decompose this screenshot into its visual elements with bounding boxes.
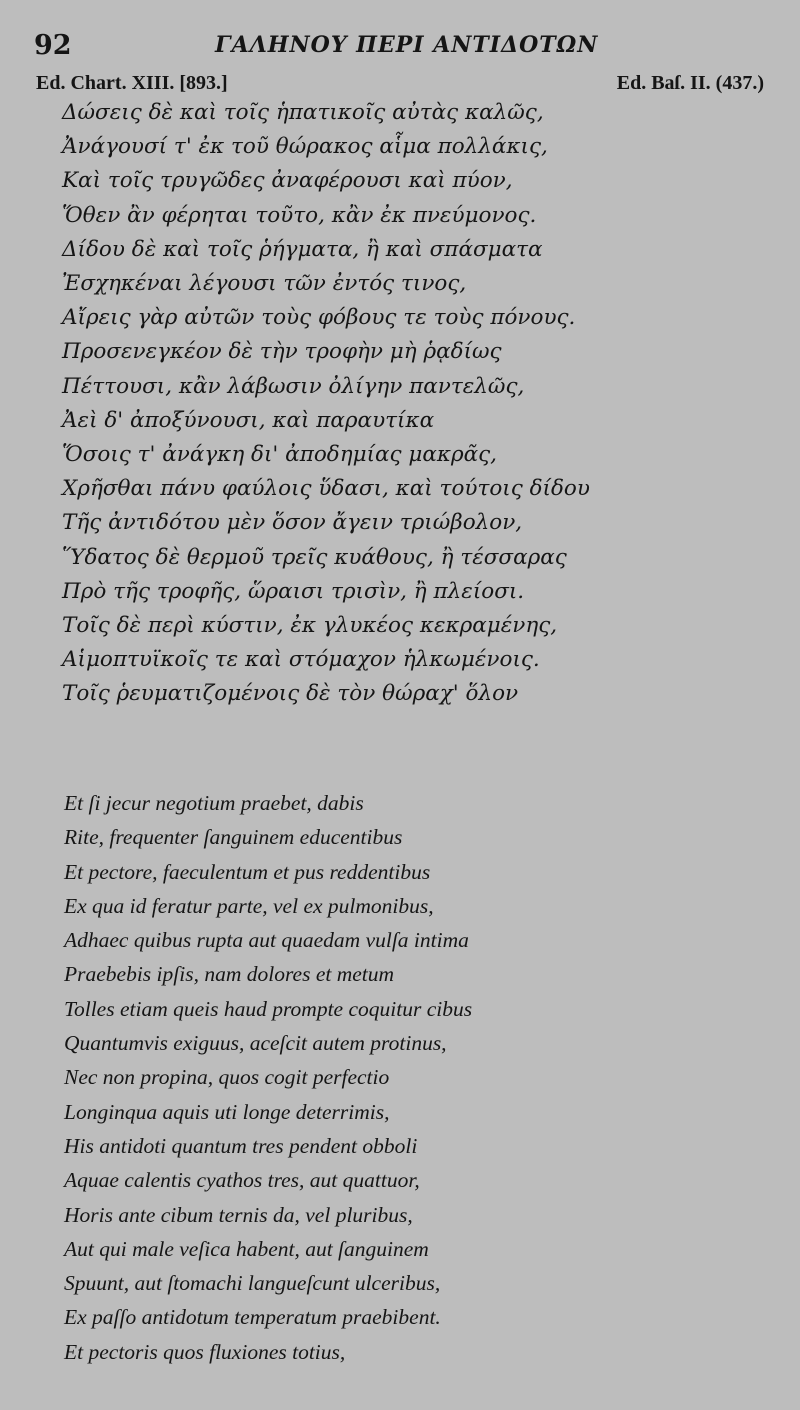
greek-verse-line: Δώσεις δὲ καὶ τοῖς ἡπατικοῖς αὐτὰς καλῶς, (62, 100, 544, 125)
greek-verse-line: Προσενεγκέον δὲ τὴν τροφὴν μὴ ῥᾳδίως (62, 339, 502, 365)
greek-verse-line: Ὕδατος δὲ θερμοῦ τρεῖς κυάθους, ἢ τέσσαρας (62, 544, 567, 570)
greek-verse-line: Πρὸ τῆς τροφῆς, ὥραισι τρισὶν, ἢ πλείοσι. (62, 578, 525, 604)
greek-verse-line: Χρῆσθαι πάνυ φαύλοις ὕδασι, καὶ τούτοις δίδου (62, 476, 590, 502)
greek-verse-line: Δίδου δὲ καὶ τοῖς ῥήγματα, ἢ καὶ σπάσματα (62, 236, 543, 262)
greek-verse-line: Τοῖς ῥευματιζομένοις δὲ τὸν θώραχ' ὅλον (62, 681, 519, 707)
greek-verse-line: Πέττουσι, κἂν λάβωσιν ὀλίγην παντελῶς, (62, 373, 525, 399)
latin-verse-line: Et pectore, faeculentum et pus reddentibus (64, 859, 431, 884)
running-title: ΓΑΛΗΝΟΥ ΠΕΡΙ ΑΝΤΙΔΟΤΩΝ (215, 32, 599, 58)
greek-verse-line: Τῆς ἀντιδότου μὲν ὅσον ἄγειν τριώβολον, (62, 510, 523, 536)
latin-verse-line: Et pectoris quos fluxiones totius, (64, 1339, 346, 1364)
latin-verse-line: Adhaec quibus rupta aut quaedam vulſa intima (64, 928, 469, 953)
latin-verse-line: Praebebis ipſis, nam dolores et metum (64, 962, 395, 987)
edition-reference-right: Ed. Baſ. II. (437.) (616, 72, 764, 94)
latin-verse-line: Nec non propina, quos cogit perfectio (64, 1065, 390, 1090)
latin-verse-line: His antidoti quantum tres pendent obboli (64, 1133, 418, 1158)
latin-verse-line: Horis ante cibum ternis da, vel pluribus, (64, 1202, 413, 1227)
edition-reference-left: Ed. Chart. XIII. [893.] (36, 72, 228, 94)
latin-verse-line: Tolles etiam queis haud prompte coquitur cibus (64, 996, 473, 1021)
latin-verse-line: Longinqua aquis uti longe deterrimis, (64, 1099, 390, 1124)
latin-verse-line: Quantumvis exiguus, aceſcit autem protinus, (64, 1031, 447, 1056)
latin-verse-line: Spuunt, aut ſtomachi langueſcunt ulceribus, (64, 1271, 441, 1296)
greek-verse-line: Ἀνάγουσί τ' ἐκ τοῦ θώρακος αἷμα πολλάκις, (62, 134, 548, 160)
greek-verse-line: Ἀεὶ δ' ἀποξύνουσι, καὶ παραυτίκα (62, 407, 435, 433)
page-number: 92 (34, 30, 72, 61)
greek-verse-line: Ὅθεν ἂν φέρηται τοῦτο, κἂν ἐκ πνεύμονος. (62, 202, 537, 228)
latin-verse-line: Ex qua id feratur parte, vel ex pulmonibus, (64, 893, 434, 918)
latin-verse-line: Aquae calentis cyathos tres, aut quattuor, (64, 1168, 420, 1193)
greek-verse-line: Ὅσοις τ' ἀνάγκη δι' ἀποδημίας μακρᾶς, (62, 442, 498, 468)
greek-verse-line: Αἴρεις γὰρ αὐτῶν τοὺς φόβους τε τοὺς πόνους. (62, 305, 576, 331)
greek-verse-line: Καὶ τοῖς τρυγῶδες ἀναφέρουσι καὶ πύον, (62, 168, 513, 194)
latin-verse-block (64, 786, 764, 1369)
latin-verse-line: Et ſi jecur negotium praebet, dabis (64, 791, 364, 815)
greek-verse-line: Αἱμοπτυϊκοῖς τε καὶ στόμαχον ἡλκωμένοις. (62, 647, 540, 673)
greek-verse-line: Τοῖς δὲ περὶ κύστιν, ἐκ γλυκέος κεκραμένης, (62, 613, 558, 639)
greek-verse-block (62, 96, 762, 712)
latin-verse-line: Aut qui male veſica habent, aut ſanguinem (64, 1236, 429, 1261)
greek-verse-line: Ἐσχηκέναι λέγουσι τῶν ἐντός τινος, (62, 271, 467, 297)
latin-verse-line: Rite, frequenter ſanguinem educentibus (64, 825, 403, 850)
latin-verse-line: Ex paſſo antidotum temperatum praebibent. (64, 1305, 441, 1330)
